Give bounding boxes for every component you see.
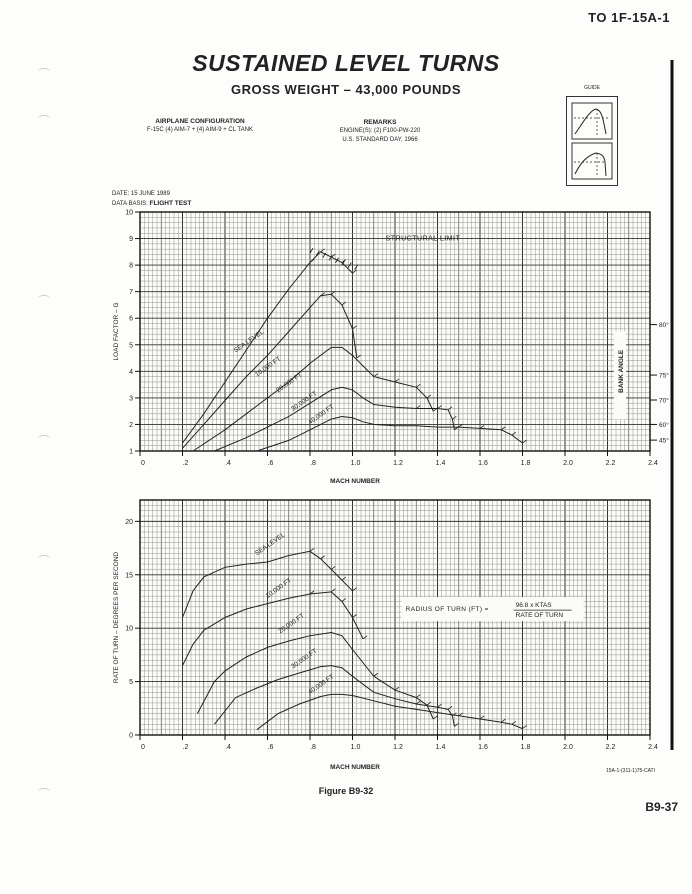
x-tick-label: 2.4: [648, 460, 658, 467]
x-tick-label: .2: [182, 460, 189, 467]
series-label: 10,000 FT: [264, 577, 293, 600]
bank-angle-label: BANK ANGLE: [618, 349, 625, 393]
x-tick-label: 0: [141, 744, 145, 751]
figure-caption: Figure B9-32: [318, 786, 374, 796]
x-axis-label: MACH NUMBER: [330, 764, 380, 771]
series-label: 10,000 FT: [254, 355, 283, 379]
x-tick-label: .8: [310, 460, 316, 467]
x-tick-label: 1.6: [478, 744, 488, 751]
y-tick-label: 9: [129, 236, 133, 244]
x-tick-label: .2: [182, 744, 189, 751]
x-tick-label: .6: [267, 460, 274, 467]
y-tick-label: 15: [125, 572, 133, 580]
series-label: 30,000 FT: [290, 390, 319, 413]
remarks-line: U.S. STANDARD DAY, 1966: [342, 137, 418, 143]
x-tick-label: 1.2: [393, 744, 403, 751]
y-tick-label: 3: [129, 395, 133, 403]
bank-angle-tick-label: 45°: [659, 437, 669, 445]
configuration-label: AIRPLANE CONFIGURATION: [155, 118, 245, 125]
bank-angle-tick-label: 70°: [659, 397, 669, 405]
y-tick-label: 8: [129, 262, 133, 270]
y-tick-label: 1: [129, 448, 133, 456]
y-tick-label: 5: [129, 679, 133, 687]
y-axis-label: LOAD FACTOR – G: [113, 302, 120, 361]
y-tick-label: 4: [129, 368, 133, 376]
x-tick-label: 1.0: [350, 744, 361, 751]
x-tick-label: 1.6: [478, 460, 488, 467]
y-tick-label: 6: [129, 315, 133, 323]
x-tick-label: 1.4: [435, 744, 446, 751]
x-tick-label: 2.2: [605, 460, 616, 467]
x-tick-label: .6: [267, 744, 274, 751]
x-tick-label: 1.4: [435, 460, 446, 467]
y-tick-label: 7: [129, 289, 133, 297]
radius-formula-numerator: 96.8 x KTAS: [515, 602, 552, 610]
radius-formula-label: RADIUS OF TURN (FT) =: [405, 606, 489, 614]
x-tick-label: 1.8: [520, 460, 531, 467]
drawing-number: 15A-1-(311-1)75-CATI: [606, 768, 655, 774]
y-tick-label: 2: [129, 421, 133, 429]
x-tick-label: .4: [225, 460, 231, 467]
series-label: 40,000 FT: [307, 673, 336, 697]
series-label: SEA LEVEL: [232, 328, 266, 355]
x-axis-label: MACH NUMBER: [330, 478, 380, 485]
x-tick-label: 2.4: [648, 744, 658, 751]
page-title: SUSTAINED LEVEL TURNS: [192, 50, 500, 76]
configuration-value: F-15C (4) AIM-7 + (4) AIM-9 + CL TANK: [147, 127, 253, 133]
x-tick-label: 0: [141, 460, 145, 467]
data-basis-value: FLIGHT TEST: [149, 200, 192, 207]
x-tick-label: 1.8: [520, 744, 531, 751]
x-tick-label: 1.2: [393, 460, 403, 467]
page-subtitle: GROSS WEIGHT – 43,000 POUNDS: [230, 82, 461, 97]
remarks-line: ENGINE(S): (2) F100-PW-220: [339, 128, 421, 134]
series-label: 20,000 FT: [275, 371, 304, 395]
series-label: SEA LEVEL: [254, 531, 287, 558]
x-tick-label: .4: [225, 744, 231, 751]
y-tick-label: 20: [125, 518, 133, 526]
date-value: 15 JUNE 1989: [130, 191, 170, 197]
y-tick-label: 0: [129, 732, 133, 740]
radius-formula-denominator: RATE OF TURN: [515, 612, 564, 620]
rate-of-turn-plot: [113, 500, 658, 771]
bank-angle-tick-label: 80°: [659, 322, 669, 330]
x-tick-label: 1.0: [350, 460, 361, 467]
y-tick-label: 10: [125, 209, 133, 217]
y-axis-label: RATE OF TURN – DEGREES PER SECOND: [113, 551, 120, 684]
x-tick-label: 2.0: [563, 744, 573, 751]
bank-angle-tick-label: 75°: [659, 372, 669, 380]
series-label: 30,000 FT: [290, 647, 319, 671]
x-tick-label: .8: [310, 744, 316, 751]
series-label: 20,000 FT: [277, 612, 306, 636]
date-label: DATE:: [112, 191, 130, 197]
series-label: 40,000 FT: [307, 403, 336, 427]
doc-number: TO 1F-15A-1: [588, 10, 670, 25]
x-tick-label: 2.2: [605, 744, 616, 751]
y-tick-label: 5: [129, 342, 133, 350]
page-number: B9-37: [645, 800, 678, 814]
structural-limit-label: STRUCTURAL LIMIT: [385, 235, 461, 243]
remarks-label: REMARKS: [363, 119, 397, 126]
guide-label: GUIDE: [584, 85, 600, 91]
bank-angle-tick-label: 60°: [659, 421, 669, 429]
x-tick-label: 2.0: [563, 460, 573, 467]
load-factor-plot: [113, 210, 669, 486]
data-basis-label: DATA BASIS:: [112, 201, 148, 207]
y-tick-label: 10: [125, 625, 133, 633]
